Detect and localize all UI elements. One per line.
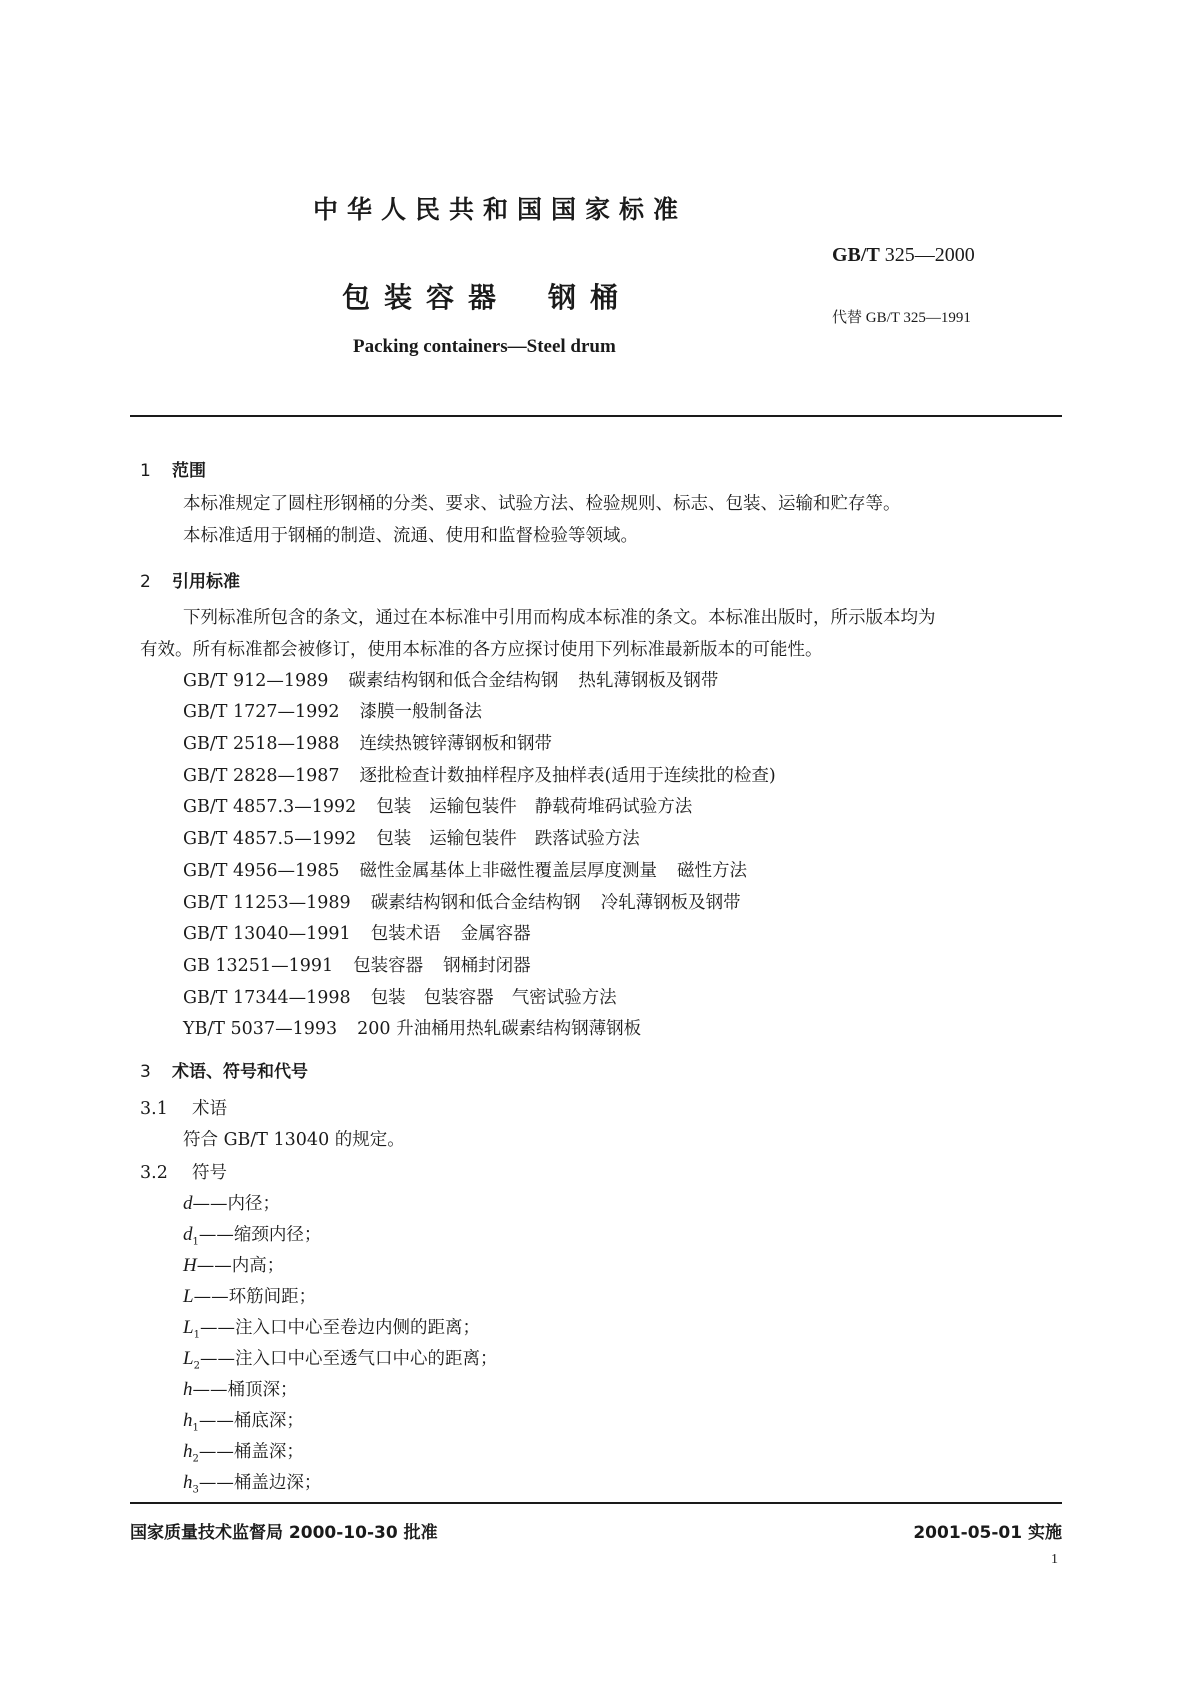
symbol: h [183,1410,193,1431]
section-1-paragraph-1: 本标准规定了圆柱形钢桶的分类、要求、试验方法、检验规则、标志、包装、运输和贮存等。 [183,494,901,514]
reference-item [183,920,531,945]
reference-subtitle: 磁性方法 [677,861,748,881]
reference-subtitle-2: 静载荷堆码试验方法 [534,797,693,817]
reference-subtitle: 运输包装件 [429,829,517,849]
reference-code: GB/T 13040—1991 [183,924,351,944]
reference-title: 漆膜一般制备法 [359,702,483,722]
reference-item [183,1015,641,1040]
section-2-heading [140,567,240,592]
reference-item [183,762,776,787]
reference-title: 包装 [376,829,412,849]
symbol-description: ——注入口中心至卷边内侧的距离； [199,1318,480,1338]
subsection-title: 符号 [192,1163,227,1183]
title-cn-part2: 钢桶 [548,281,633,314]
reference-code: GB/T 912—1989 [183,671,329,691]
reference-code: GB/T 17344—1998 [183,988,351,1008]
reference-code: GB 13251—1991 [183,956,334,976]
reference-item [183,857,747,882]
reference-title: 逐批检查计数抽样程序及抽样表(适用于连续批的检查) [359,766,776,786]
reference-item [183,825,640,850]
reference-title: 包装 [370,988,406,1008]
symbol-description: ——环筋间距； [193,1287,317,1307]
section-2-paragraph-line-1: 下列标准所包含的条文，通过在本标准中引用而构成本标准的条文。本标准出版时，所示版本均为 [183,608,936,628]
effective-date: 2001-05-01 实施 [913,1523,1062,1543]
symbol-description: ——缩颈内径； [198,1225,322,1245]
symbol-item [183,1221,321,1248]
symbol: d [183,1224,193,1245]
reference-title: 包装术语 [370,924,441,944]
reference-subtitle-2: 气密试验方法 [511,988,617,1008]
section-title: 术语、符号和代号 [172,1062,308,1082]
section-number: 1 [140,461,151,481]
symbol-description: ——桶顶深； [192,1380,298,1400]
symbol: h [183,1379,193,1400]
reference-code: GB/T 1727—1992 [183,702,340,722]
reference-subtitle: 金属容器 [460,924,531,944]
symbol-item [183,1252,284,1277]
reference-item [183,984,617,1009]
symbol: L [183,1317,194,1338]
symbol-subscript: 1 [193,1329,200,1341]
symbol-description: ——桶盖深； [198,1442,304,1462]
code-number: 325—2000 [884,244,975,266]
symbol: h [183,1441,193,1462]
reference-item [183,667,718,692]
reference-code: GB/T 4956—1985 [183,861,340,881]
code-prefix: GB/T [832,244,880,266]
page-number: 1 [1051,1552,1058,1567]
header-divider [130,415,1062,417]
footer-divider [130,1502,1062,1504]
symbol-description: ——桶底深； [198,1411,304,1431]
subsection-3-2-heading [140,1159,227,1184]
symbol-item [183,1438,304,1465]
symbol-description: ——注入口中心至透气口中心的距离； [199,1349,498,1369]
symbol-subscript: 1 [192,1422,199,1434]
reference-item [183,793,692,818]
symbol-item [183,1376,298,1401]
symbol-description: ——桶盖边深； [198,1473,322,1493]
symbol-subscript: 3 [192,1484,199,1496]
reference-code: GB/T 11253—1989 [183,893,351,913]
standard-code [832,244,975,267]
symbol-subscript: 2 [193,1360,200,1372]
reference-title: 碳素结构钢和低合金结构钢 [348,671,559,691]
reference-subtitle: 运输包装件 [429,797,517,817]
reference-code: GB/T 4857.5—1992 [183,829,357,849]
symbol-description: ——内径； [192,1194,280,1214]
symbol-item [183,1345,497,1372]
reference-subtitle: 包装容器 [423,988,494,1008]
title-english: Packing containers—Steel drum [353,336,616,357]
symbol-subscript: 2 [192,1453,199,1465]
approval-date: 国家质量技术监督局 2000-10-30 批准 [130,1523,438,1543]
reference-code: GB/T 4857.3—1992 [183,797,357,817]
reference-subtitle: 钢桶封闭器 [443,956,531,976]
section-1-heading [140,456,206,481]
title-cn-part1: 包装容器 [342,281,511,314]
symbol-subscript: 1 [192,1236,199,1248]
reference-item [183,698,482,723]
section-title: 引用标准 [172,572,240,592]
reference-item [183,730,552,755]
reference-subtitle: 冷轧薄钢板及钢带 [600,893,741,913]
section-title: 范围 [172,461,206,481]
symbol-item [183,1407,304,1434]
section-number: 3 [140,1062,151,1082]
symbol-item [183,1283,316,1308]
reference-code: GB/T 2518—1988 [183,734,340,754]
symbol-description: ——内高； [196,1256,285,1276]
reference-title: 连续热镀锌薄钢板和钢带 [359,734,553,754]
reference-title: 磁性金属基体上非磁性覆盖层厚度测量 [359,861,658,881]
section-number: 2 [140,572,151,592]
symbol-item [183,1190,280,1215]
reference-subtitle-2: 跌落试验方法 [534,829,640,849]
subsection-3-1-heading [140,1095,227,1120]
subsection-3-1-text: 符合 GB/T 13040 的规定。 [183,1130,405,1150]
symbol: L [183,1348,194,1369]
symbol: d [183,1193,193,1214]
symbol-item [183,1469,321,1496]
symbol: L [183,1286,194,1307]
reference-title: 包装容器 [353,956,424,976]
reference-title: 200 升油桶用热轧碳素结构钢薄钢板 [357,1019,642,1039]
replaces-standard: 代替 GB/T 325—1991 [832,310,971,326]
reference-title: 碳素结构钢和低合金结构钢 [370,893,581,913]
title-chinese [342,276,632,316]
reference-title: 包装 [376,797,412,817]
reference-subtitle: 热轧薄钢板及钢带 [578,671,719,691]
reference-code: YB/T 5037—1993 [183,1019,338,1039]
reference-item [183,889,741,914]
symbol-item [183,1314,480,1341]
subsection-number: 3.1 [140,1099,168,1119]
symbol: H [183,1255,197,1276]
reference-item [183,952,531,977]
national-standard-heading: 中华人民共和国国家标准 [313,195,688,224]
symbol: h [183,1472,193,1493]
section-3-heading [140,1057,308,1082]
reference-code: GB/T 2828—1987 [183,766,340,786]
subsection-number: 3.2 [140,1163,168,1183]
section-1-paragraph-2: 本标准适用于钢桶的制造、流通、使用和监督检验等领域。 [183,526,638,546]
subsection-title: 术语 [192,1099,227,1119]
section-2-paragraph-line-2: 有效。所有标准都会被修订，使用本标准的各方应探讨使用下列标准最新版本的可能性。 [140,640,823,660]
